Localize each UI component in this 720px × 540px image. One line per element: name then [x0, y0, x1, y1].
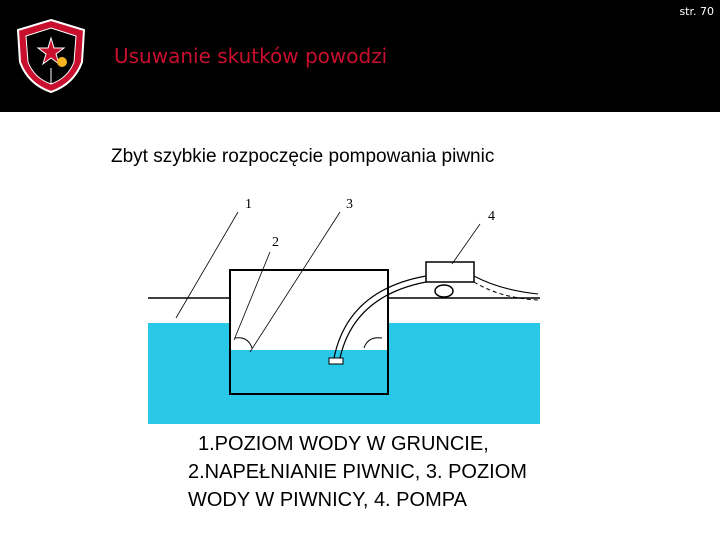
- diagram-label-4: 4: [488, 209, 495, 224]
- diagram-label-1: 1: [245, 197, 252, 212]
- header-band: [0, 0, 720, 112]
- diagram-label-3: 3: [346, 197, 353, 212]
- caption-line-1: 1.POZIOM WODY W GRUNCIE,: [198, 433, 489, 455]
- basement-water: [231, 350, 387, 393]
- page-number: str. 70: [679, 5, 714, 18]
- fire-brigade-logo: [14, 18, 88, 94]
- pump-wheel: [435, 285, 453, 297]
- legend-caption: [188, 430, 628, 514]
- slide-title: Usuwanie skutków powodzi: [114, 44, 388, 68]
- caption-line-2: 2.NAPEŁNIANIE PIWNIC, 3. POZIOM: [188, 461, 527, 483]
- diagram-label-2: 2: [272, 235, 279, 250]
- content-area: [0, 112, 720, 540]
- basement-pumping-diagram: [130, 190, 556, 432]
- caption-line-3: WODY W PIWNICY, 4. POMPA: [188, 489, 467, 511]
- subtitle: Zbyt szybkie rozpoczęcie pompowania piwnic: [111, 146, 495, 167]
- hose-intake: [329, 358, 343, 364]
- pump: [426, 262, 474, 282]
